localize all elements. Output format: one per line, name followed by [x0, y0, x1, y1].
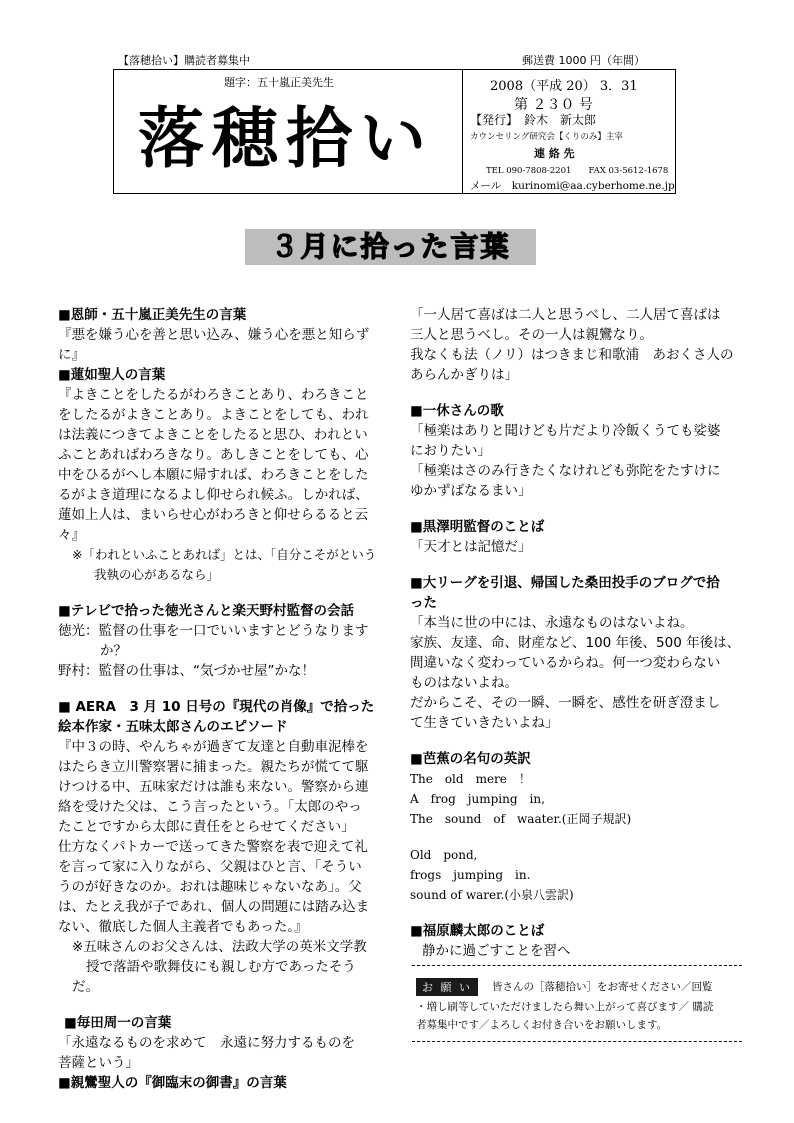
- text-line: frogs jumping in.: [410, 868, 531, 882]
- text-line: うのが好きなのか。おれは趣味じゃないなあ」。父: [58, 879, 362, 895]
- section-title: ■大リーグを引退、帰国した桑田投手のブログで拾: [410, 575, 720, 591]
- section-title: ■毎田周一の言葉: [64, 1015, 172, 1031]
- text-line: あらんかぎりは」: [410, 367, 518, 383]
- text-line: 「極楽はさのみ行きたくなけれども弥陀をたすけに: [410, 463, 721, 479]
- section-title: ■蓮如聖人の言葉: [58, 367, 166, 383]
- text-line: A frog jumping in,: [410, 792, 545, 806]
- notice-rule-bottom: [412, 1041, 742, 1042]
- right-column: [410, 305, 745, 961]
- notice-line: 者募集中です／よろしくお付き合いをお願いします。: [416, 1019, 668, 1031]
- text-line: 三人と思うべし。その一人は親鸞なり。: [410, 327, 653, 343]
- section-title: った: [410, 595, 437, 611]
- text-line: を言って家に入りながら、父親はひと言、「そうい: [58, 859, 362, 875]
- text-line: sound of warer.(小泉八雲訳): [410, 888, 574, 902]
- banner: [245, 229, 536, 265]
- text-line: は、たとえ我が子であれ、個人の問題には踏み込ま: [58, 899, 370, 915]
- text-line: だからこそ、その一瞬、一瞬を、感性を研ぎ澄まし: [410, 695, 721, 711]
- text-line: 「一人居て喜ばは二人と思うべし、二人居て喜ばは: [410, 307, 721, 323]
- notice-box: [412, 965, 742, 1045]
- contact-label: 連 絡 先: [534, 147, 575, 160]
- text-line: The sound of waater.(正岡子規訳): [410, 812, 632, 826]
- note-line: だ。: [72, 979, 99, 995]
- text-line: 々』: [58, 527, 85, 543]
- note-line: 授で落語や歌舞伎にも親しむ方であったそう: [86, 959, 356, 975]
- section-title: 絵本作家・五味太郎さんのエピソード: [58, 719, 288, 735]
- text-line: 家族、友達、命、財産など、100 年後、500 年後は、: [410, 635, 741, 651]
- text-line: 『よきことをしたるがわろきことあり、わろきこと: [58, 387, 369, 403]
- calligraphy-credit: 題字：五十嵐正美先生: [224, 76, 334, 89]
- text-line: ゆかずばなるまい」: [410, 483, 532, 499]
- text-line: 我なくも法（ノリ）はつきまじ和歌浦 あおくさ人の: [410, 347, 734, 363]
- text-line: 「永遠なるものを求めて 永遠に努力するものを: [58, 1035, 355, 1051]
- text-line: 静かに過ごすことを習へ: [422, 943, 571, 959]
- text-line: 蓮如上人は、まいらせ心がわろきと仰せらるると云: [58, 507, 369, 523]
- section-title: ■黒澤明監督のことば: [410, 519, 545, 535]
- text-line: か？: [100, 643, 127, 659]
- text-line: 仕方なくパトカーで送ってきた警察を表で迎えて礼: [58, 839, 368, 855]
- header-box: [113, 69, 676, 194]
- text-line: は法義につきてよきことをしたると思ひ、われとい: [58, 427, 368, 443]
- issue-number: 第 ２３０ 号: [514, 97, 593, 113]
- text-line: に』: [58, 347, 85, 363]
- text-line: ない、徹底した個人主義者でもあった。』: [58, 919, 308, 935]
- section-title: ■親鸞聖人の『御臨末の御書』の言葉: [58, 1075, 287, 1091]
- section-title: ■一休さんの歌: [410, 403, 504, 419]
- text-line: ふことあればわろきなり。あしきことをしても、心: [58, 447, 369, 463]
- text-line: をしたるがよきことあり。よきことをしても、われ: [58, 407, 369, 423]
- text-line: 徳光：監督の仕事を一口でいいますとどうなります: [58, 623, 369, 639]
- note-line: ※五味さんのお父さんは、法政大学の英米文学教: [72, 939, 367, 955]
- text-line: 中をひるがへし本願に帰すれば、わろきことをした: [58, 467, 369, 483]
- text-line: におりたい」: [410, 443, 491, 459]
- section-title: ■ AERA 3 月 10 日号の『現代の肖像』で拾った: [58, 699, 375, 715]
- email: メール kurinomi@aa.cyberhome.ne.jp: [470, 180, 675, 192]
- section-title: ■芭蕉の名句の英訳: [410, 751, 531, 767]
- text-line: 「天才とは記憶だ」: [410, 539, 532, 555]
- text-line: 「本当に世の中には、永遠なものはないよね。: [410, 615, 694, 631]
- issue-date: 2008（平成 20） 3．31: [490, 79, 638, 94]
- section-title: ■恩師・五十嵐正美先生の言葉: [58, 307, 247, 323]
- text-line: 「極楽はありと聞けども片だより冷飯くうても娑婆: [410, 423, 721, 439]
- text-line: 『悪を嫌う心を善と思い込み、嫌う心を悪と知らず: [58, 327, 370, 343]
- text-line: 絡を受けた父は、こう言ったという。「太郎のやっ: [58, 799, 362, 815]
- newsletter-title: 落穂拾い: [138, 99, 434, 177]
- text-line: 『中３の時、やんちゃが過ぎて友達と自動車泥棒を: [58, 739, 369, 755]
- left-column: [58, 305, 388, 1093]
- text-line: るがよき道理になるよし仰せられ候ふ。しかれば、: [58, 487, 369, 503]
- text-line: 間違いなく変わっているからね。何一つ変わらない: [410, 655, 721, 671]
- text-line: て生きていきたいよね」: [410, 715, 559, 731]
- text-line: ものはないよね。: [410, 675, 518, 691]
- notice-line: 皆さんの［落穂拾い］をお寄せください／回覧: [492, 981, 713, 993]
- publisher: 【発行】 鈴木 新太郎: [470, 113, 597, 127]
- section-title: ■テレビで拾った徳光さんと楽天野村監督の会話: [58, 603, 354, 619]
- text-line: はたらき立川警察署に捕まった。親たちが慌てて駆: [58, 759, 369, 775]
- section-title: ■福原麟太郎のことば: [410, 923, 545, 939]
- text-line: けつける中、五味家だけは誰も来ない。警察から連: [58, 779, 369, 795]
- text-line: たことですから太郎に責任をとらせてください」: [58, 819, 355, 835]
- text-line: Old pond,: [410, 848, 478, 862]
- note-line: ※「われといふことあれば」とは、「自分こそがという: [72, 547, 377, 562]
- tel-fax: TEL 090-7808-2201 FAX 03-5612-1678: [486, 166, 669, 176]
- header-divider: [462, 70, 463, 193]
- recruit-text: 【落穂拾い】購読者募集中: [118, 54, 250, 67]
- text-line: 野村：監督の仕事は、“気づかせ屋”かな！: [58, 663, 315, 679]
- banner-title: ３月に拾った言葉: [270, 230, 511, 263]
- fee-text: 郵送費 1000 円（年間）: [522, 54, 645, 67]
- text-line: 菩薩という」: [58, 1055, 139, 1071]
- notice-rule-top: [412, 965, 742, 966]
- text-line: The old mere ！: [410, 772, 531, 786]
- organization: カウンセリング研究会【くりのみ】主宰: [470, 132, 623, 142]
- note-line: 我執の心があるなら」: [94, 567, 220, 582]
- notice-line: ・増し刷等していただけましたら舞い上がって喜びます／ 購読: [416, 1001, 714, 1013]
- notice-label: お 願 い: [416, 978, 478, 996]
